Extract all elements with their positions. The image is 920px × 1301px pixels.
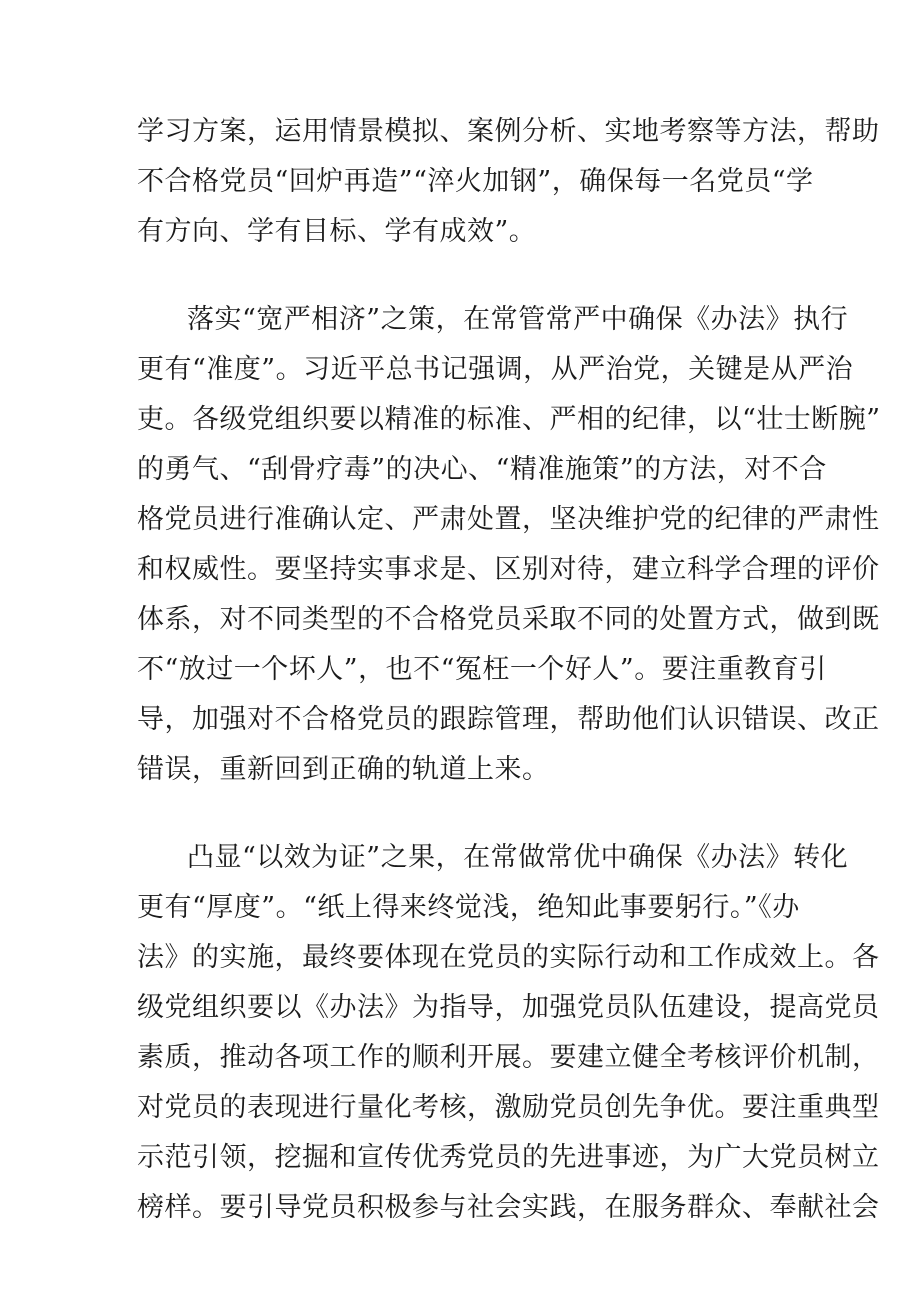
paragraph-line: 更有“厚度”。“纸上得来终觉浅，绝知此事要躬行。”《办 [137, 892, 800, 923]
paragraph-line: 有方向、学有目标、学有成效”。 [137, 216, 537, 247]
paragraph-line: 素质，推动各项工作的顺利开展。要建立健全考核评价机制， [137, 1042, 880, 1073]
paragraph-line: 导，加强对不合格党员的跟踪管理，帮助他们认识错误、改正 [137, 704, 880, 735]
paragraph-line: 不合格党员“回炉再造”“淬火加钢”，确保每一名党员“学 [137, 166, 814, 197]
paragraph-line: 落实“宽严相济”之策，在常管常严中确保《办法》执行 [187, 304, 849, 335]
paragraph-line: 榜样。要引导党员积极参与社会实践，在服务群众、奉献社会 [137, 1192, 880, 1223]
paragraph-line: 示范引领，挖掘和宣传优秀党员的先进事迹，为广大党员树立 [137, 1142, 880, 1173]
paragraph-line: 凸显“以效为证”之果，在常做常优中确保《办法》转化 [187, 842, 849, 873]
paragraph-line: 和权威性。要坚持实事求是、区别对待，建立科学合理的评价 [137, 554, 880, 585]
paragraph-line: 法》的实施，最终要体现在党员的实际行动和工作成效上。各 [137, 942, 880, 973]
paragraph-line: 格党员进行准确认定、严肃处置，坚决维护党的纪律的严肃性 [137, 504, 880, 535]
paragraph-line: 学习方案，运用情景模拟、案例分析、实地考察等方法，帮助 [137, 116, 880, 147]
paragraph-line: 不“放过一个坏人”，也不“冤枉一个好人”。要注重教育引 [137, 654, 827, 685]
paragraph-line: 的勇气、“刮骨疗毒”的决心、“精准施策”的方法，对不合 [137, 454, 827, 485]
paragraph-line: 吏。各级党组织要以精准的标准、严相的纪律，以“壮士断腕” [137, 404, 881, 435]
paragraph-line: 错误，重新回到正确的轨道上来。 [137, 754, 550, 785]
paragraph-line: 对党员的表现进行量化考核，激励党员创先争优。要注重典型 [137, 1092, 880, 1123]
paragraph-line: 级党组织要以《办法》为指导，加强党员队伍建设，提高党员 [137, 992, 880, 1023]
paragraph-line: 体系，对不同类型的不合格党员采取不同的处置方式，做到既 [137, 604, 880, 635]
paragraph-line: 更有“准度”。习近平总书记强调，从严治党，关键是从严治 [137, 354, 854, 385]
